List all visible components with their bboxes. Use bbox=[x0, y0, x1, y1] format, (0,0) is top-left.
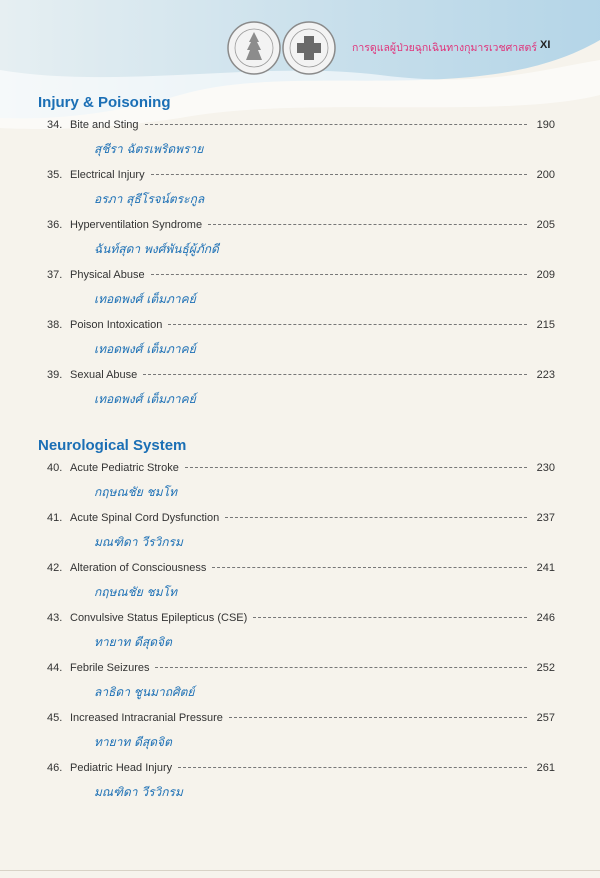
entry-author: กฤษณชัย ชมโท bbox=[94, 585, 177, 599]
entry-page: 223 bbox=[536, 369, 555, 381]
dot-leader bbox=[185, 467, 527, 468]
dot-leader bbox=[253, 617, 527, 618]
entry-page: 257 bbox=[536, 712, 555, 724]
entry-author: มณฑิดา วีรวิกรม bbox=[94, 535, 183, 549]
entry-title: Increased Intracranial Pressure bbox=[70, 712, 223, 724]
entry-page: 252 bbox=[536, 662, 555, 674]
toc-entry[interactable] bbox=[47, 562, 555, 602]
toc-entry[interactable] bbox=[47, 612, 555, 652]
entry-title: Poison Intoxication bbox=[70, 319, 163, 331]
entry-title: Electrical Injury bbox=[70, 169, 145, 181]
dot-leader bbox=[151, 274, 527, 275]
entry-number: 39. bbox=[47, 369, 63, 381]
entry-number: 35. bbox=[47, 169, 63, 181]
entry-page: 246 bbox=[536, 612, 555, 624]
entry-number: 37. bbox=[47, 269, 63, 281]
entry-author: กฤษณชัย ชมโท bbox=[94, 485, 177, 499]
entry-title: Pediatric Head Injury bbox=[70, 762, 173, 774]
dot-leader bbox=[168, 324, 527, 325]
entry-number: 43. bbox=[47, 612, 63, 624]
entry-author: ทายาท ดีสุดจิต bbox=[94, 735, 172, 749]
entry-page: 261 bbox=[536, 762, 555, 774]
dot-leader bbox=[178, 767, 527, 768]
entry-number: 44. bbox=[47, 662, 63, 674]
university-seal-logo bbox=[226, 20, 282, 76]
section-heading-injury-poisoning: Injury & Poisoning bbox=[38, 94, 171, 111]
entry-number: 42. bbox=[47, 562, 63, 574]
entry-page: 209 bbox=[536, 269, 555, 281]
entry-author: ลาธิดา ชูนมาถศิตย์ bbox=[94, 685, 195, 699]
entry-title: Acute Spinal Cord Dysfunction bbox=[70, 512, 220, 524]
entry-title: Convulsive Status Epilepticus (CSE) bbox=[70, 612, 248, 624]
entry-author: มณฑิดา วีรวิกรม bbox=[94, 785, 183, 799]
entry-page: 230 bbox=[536, 462, 555, 474]
entry-title: Febrile Seizures bbox=[70, 662, 150, 674]
entry-author: อรภา สุธีโรจน์ตระกูล bbox=[94, 192, 205, 206]
toc-entry[interactable] bbox=[47, 712, 555, 752]
red-cross-logo bbox=[281, 20, 337, 76]
toc-entry[interactable] bbox=[47, 462, 555, 502]
entry-author: เทอดพงศ์ เต็มภาคย์ bbox=[94, 392, 196, 406]
entry-title: Bite and Sting bbox=[70, 119, 139, 131]
entry-number: 46. bbox=[47, 762, 63, 774]
dot-leader bbox=[145, 124, 528, 125]
dot-leader bbox=[143, 374, 527, 375]
dot-leader bbox=[225, 517, 527, 518]
toc-entry[interactable] bbox=[47, 762, 555, 802]
entry-title: Physical Abuse bbox=[70, 269, 145, 281]
toc-entry[interactable] bbox=[47, 269, 555, 309]
entry-number: 40. bbox=[47, 462, 63, 474]
toc-entry[interactable] bbox=[47, 119, 555, 159]
entry-page: 200 bbox=[536, 169, 555, 181]
toc-entry[interactable] bbox=[47, 512, 555, 552]
entry-page: 190 bbox=[536, 119, 555, 131]
toc-entry[interactable] bbox=[47, 319, 555, 359]
entry-author: สุชีรา ฉัตรเพริดพราย bbox=[94, 142, 204, 156]
entry-page: 215 bbox=[536, 319, 555, 331]
book-title-header: การดูแลผู้ป่วยฉุกเฉินทางกุมารเวชศาสตร์ bbox=[352, 42, 538, 54]
entry-number: 38. bbox=[47, 319, 63, 331]
entry-title: Alteration of Consciousness bbox=[70, 562, 207, 574]
dot-leader bbox=[151, 174, 527, 175]
entry-page: 237 bbox=[536, 512, 555, 524]
entry-number: 45. bbox=[47, 712, 63, 724]
entry-page: 241 bbox=[536, 562, 555, 574]
entry-number: 41. bbox=[47, 512, 63, 524]
toc-entry[interactable] bbox=[47, 169, 555, 209]
entry-author: ฉันท์สุดา พงศ์พันธุ์ผู้ภักดี bbox=[94, 242, 219, 256]
section-heading-neurological-system: Neurological System bbox=[38, 437, 187, 454]
entry-number: 34. bbox=[47, 119, 63, 131]
entry-title: Sexual Abuse bbox=[70, 369, 138, 381]
toc-entry[interactable] bbox=[47, 369, 555, 409]
entry-title: Acute Pediatric Stroke bbox=[70, 462, 179, 474]
entry-author: เทอดพงศ์ เต็มภาคย์ bbox=[94, 292, 196, 306]
toc-entry[interactable] bbox=[47, 219, 555, 259]
dot-leader bbox=[229, 717, 527, 718]
entry-page: 205 bbox=[536, 219, 555, 231]
entry-title: Hyperventilation Syndrome bbox=[70, 219, 203, 231]
entry-author: ทายาท ดีสุดจิต bbox=[94, 635, 172, 649]
page-bottom-edge bbox=[0, 870, 600, 871]
entry-number: 36. bbox=[47, 219, 63, 231]
page-number: XI bbox=[540, 39, 551, 51]
entry-author: เทอดพงศ์ เต็มภาคย์ bbox=[94, 342, 196, 356]
dot-leader bbox=[212, 567, 527, 568]
dot-leader bbox=[208, 224, 527, 225]
dot-leader bbox=[155, 667, 527, 668]
toc-entry[interactable] bbox=[47, 662, 555, 702]
